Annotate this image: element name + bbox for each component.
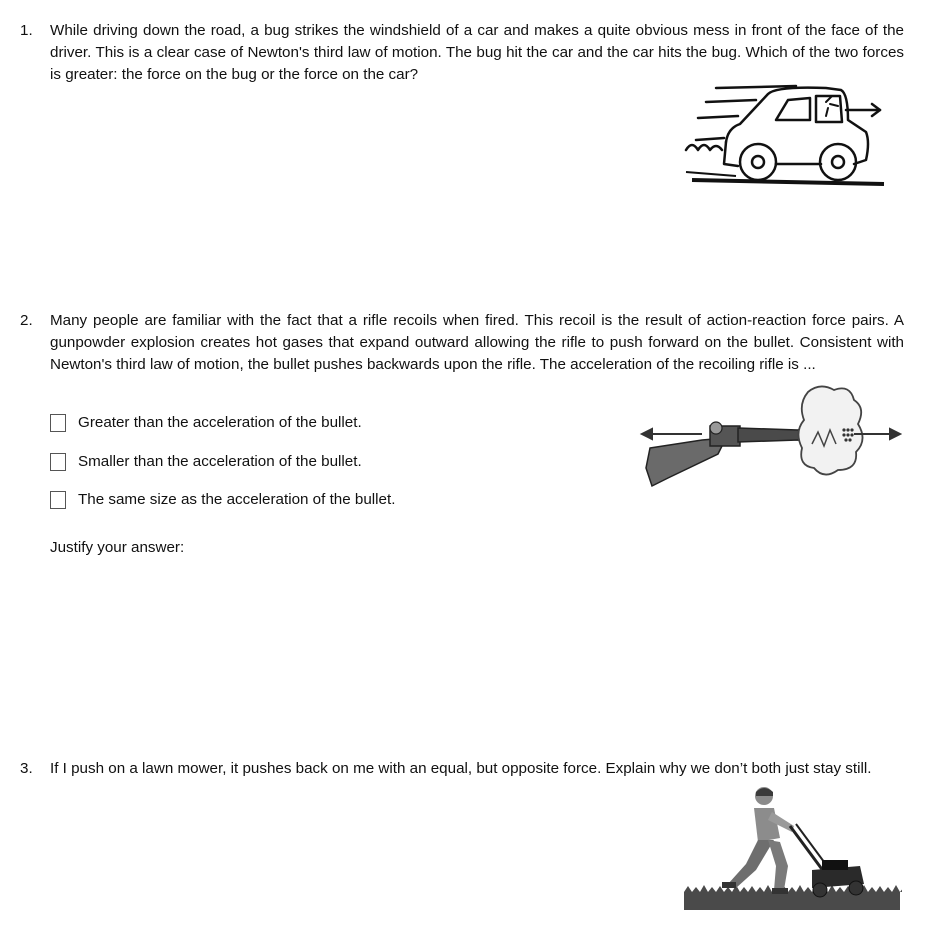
- checkbox[interactable]: [50, 491, 66, 509]
- option-label: Greater than the acceleration of the bullet.: [78, 414, 362, 431]
- option-label: The same size as the acceleration of the bullet.: [78, 491, 396, 508]
- justify-label: Justify your answer:: [50, 539, 185, 556]
- option-same-size[interactable]: [50, 489, 395, 511]
- question-number: 3.: [20, 760, 33, 777]
- question-number: 1.: [20, 22, 33, 39]
- question-number: 2.: [20, 312, 33, 329]
- option-greater[interactable]: [50, 412, 362, 434]
- lawn-mower-illustration-icon: [684, 786, 902, 912]
- question-3: [20, 758, 904, 780]
- option-smaller[interactable]: [50, 451, 362, 473]
- checkbox[interactable]: [50, 453, 66, 471]
- rifle-recoil-illustration-icon: [638, 382, 902, 490]
- option-label: Smaller than the acceleration of the bullet.: [78, 453, 362, 470]
- question-text: If I push on a lawn mower, it pushes back on me with an equal, but opposite force. Explain why we don’t both just stay still.: [50, 760, 872, 777]
- question-2: [20, 310, 904, 376]
- question-1: [20, 20, 904, 86]
- question-text: While driving down the road, a bug strikes the windshield of a car and makes a quite obvious mess in front of the face of the driver. This is a clear case of Newton's third law of motion. The bug hit the car and the car hits the bug. Which of the two forces is greater: the force on the bug or the force on the car?: [50, 22, 904, 83]
- question-text: Many people are familiar with the fact that a rifle recoils when fired. This recoil is the result of action-reaction force pairs. A gunpowder explosion creates hot gases that expand outward allowing the rifle to push forward on the bullet. Consistent with Newton's third law of motion, the bullet pushes backwards upon the rifle. The acceleration of the recoiling rifle is ...: [50, 312, 904, 373]
- car-with-bug-illustration-icon: [676, 80, 888, 188]
- checkbox[interactable]: [50, 414, 66, 432]
